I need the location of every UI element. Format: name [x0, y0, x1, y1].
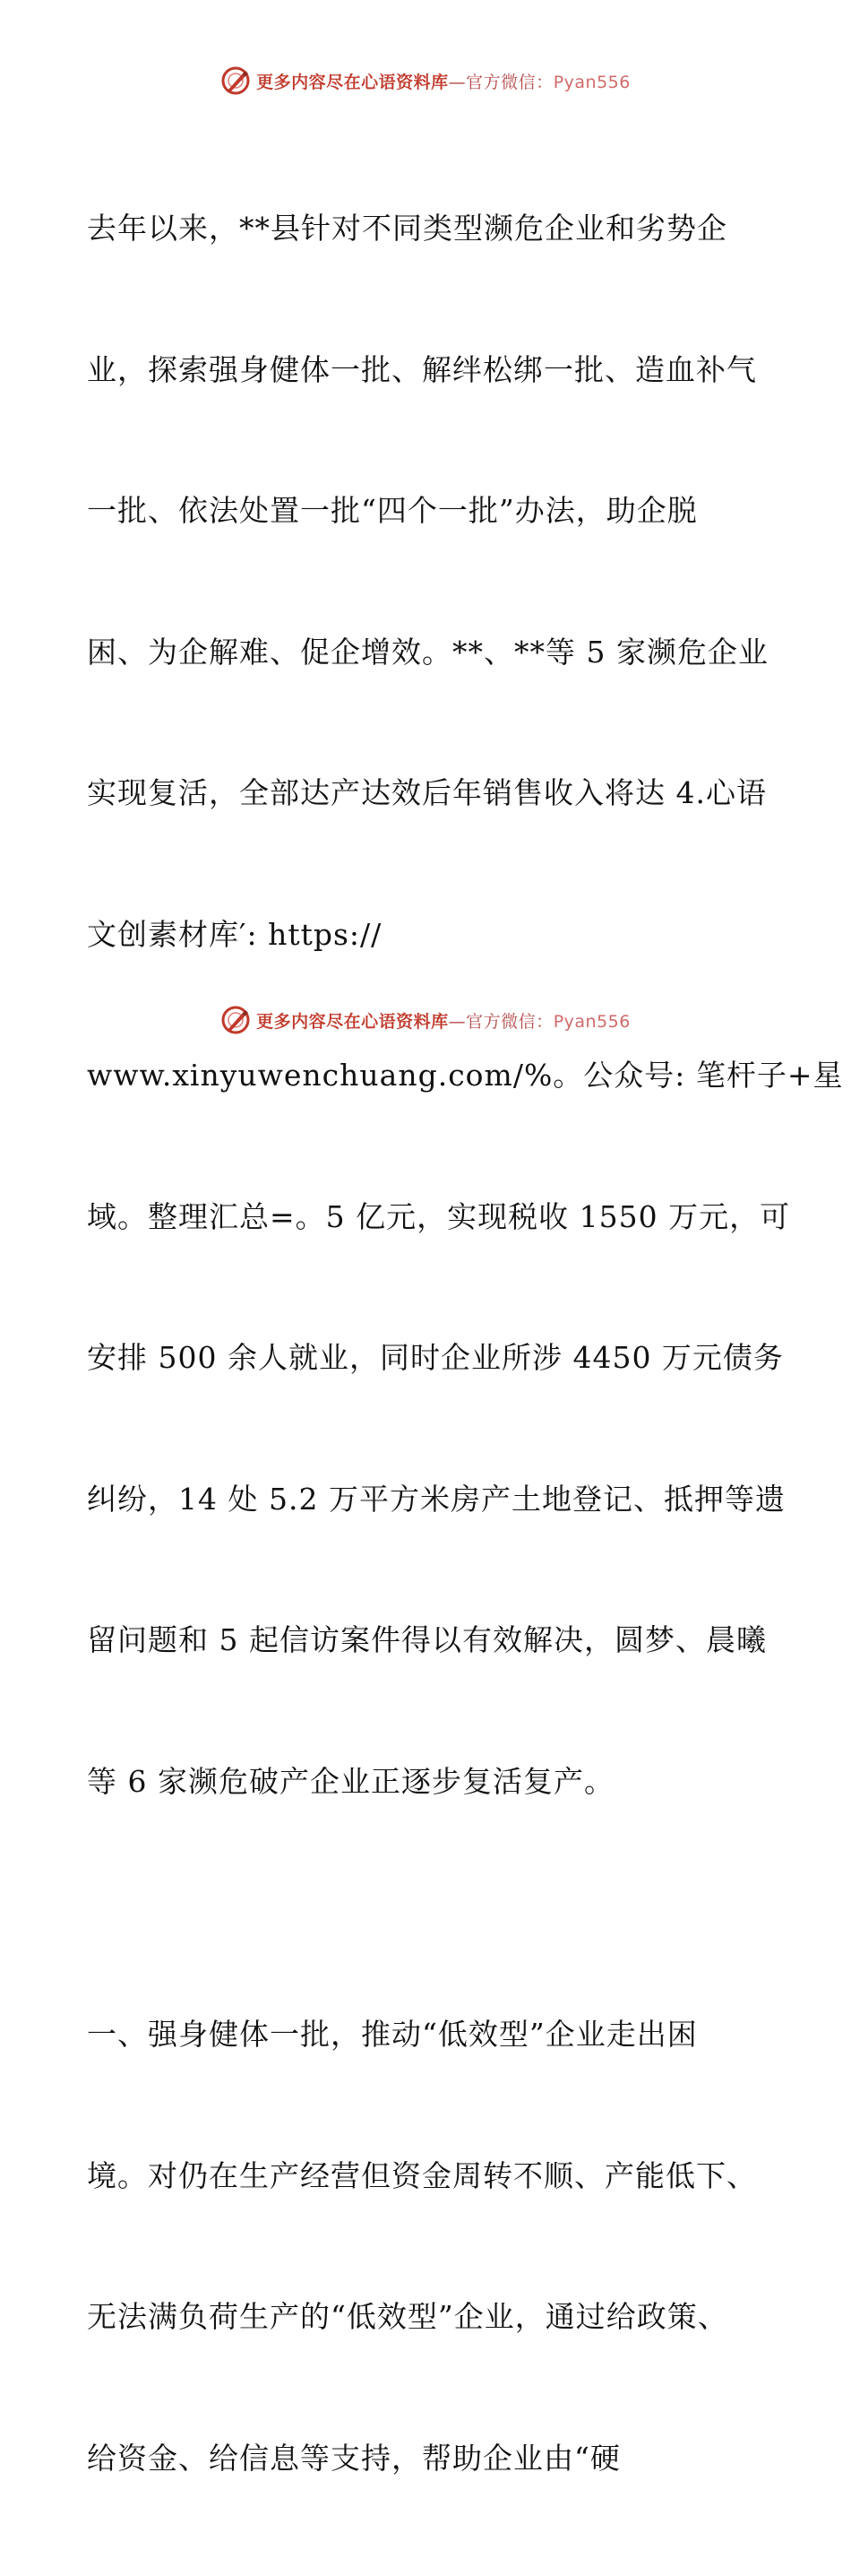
- text-line: 困、为企解难、促企增效。**、**等 5 家濒危企业: [87, 634, 769, 670]
- text-line: 境。对仍在生产经营但资金周转不顺、产能低下、: [87, 2157, 757, 2193]
- document-body: [87, 111, 844, 2576]
- text-line: 去年以来，**县针对不同类型濒危企业和劣势企: [87, 211, 727, 246]
- footer-watermark-banner: [0, 1002, 851, 1038]
- watermark-main-text: 更多内容尽在心语资料库: [256, 1011, 449, 1032]
- watermark-wechat-label: 官方微信：: [466, 72, 554, 92]
- text-line: 实现复活，全部达产达效后年销售收入将达 4.心语: [87, 775, 767, 810]
- text-line: 一批、依法处置一批“四个一批”办法，助企脱: [87, 493, 698, 528]
- text-line: 文创素材库′: https://: [87, 916, 383, 952]
- watermark-main-text: 更多内容尽在心语资料库: [256, 72, 449, 92]
- text-line: 给资金、给信息等支持，帮助企业由“硬: [87, 2440, 621, 2476]
- watermark-separator: —: [448, 72, 467, 92]
- text-line: 等 6 家濒危破产企业正逐步复活复产。: [87, 1763, 615, 1799]
- text-line: 业，探索强身健体一批、解绊松绑一批、造血补气: [87, 351, 757, 387]
- watermark-wechat-label: 官方微信：: [466, 1011, 554, 1032]
- text-line: www.xinyuwenchuang.com/%。公众号: 笔杆子+星: [87, 1058, 844, 1093]
- text-line: 安排 500 余人就业，同时企业所涉 4450 万元债务: [87, 1340, 784, 1375]
- red-pen-circle-logo-icon: [220, 65, 251, 96]
- watermark-separator: —: [448, 1011, 467, 1032]
- text-line: 纠纷，14 处 5.2 万平方米房产土地登记、抵押等遗: [87, 1481, 786, 1517]
- paragraph-2: [87, 1917, 768, 2576]
- text-line: 留问题和 5 起信访案件得以有效解决，圆梦、晨曦: [87, 1622, 767, 1657]
- red-pen-circle-logo-icon: [220, 1005, 251, 1035]
- header-watermark-banner: [0, 63, 851, 99]
- text-line: 无法满负荷生产的“低效型”企业，通过给政策、: [87, 2299, 728, 2334]
- watermark-wechat-id: Pyan556: [553, 1011, 631, 1032]
- watermark-wechat-id: Pyan556: [553, 72, 631, 92]
- text-line: 域。整理汇总=。5 亿元，实现税收 1550 万元，可: [87, 1198, 791, 1234]
- watermark-text: [256, 69, 631, 93]
- text-line: 一、强身健体一批，推动“低效型”企业走出困: [87, 2017, 698, 2052]
- watermark-text: [256, 1008, 631, 1033]
